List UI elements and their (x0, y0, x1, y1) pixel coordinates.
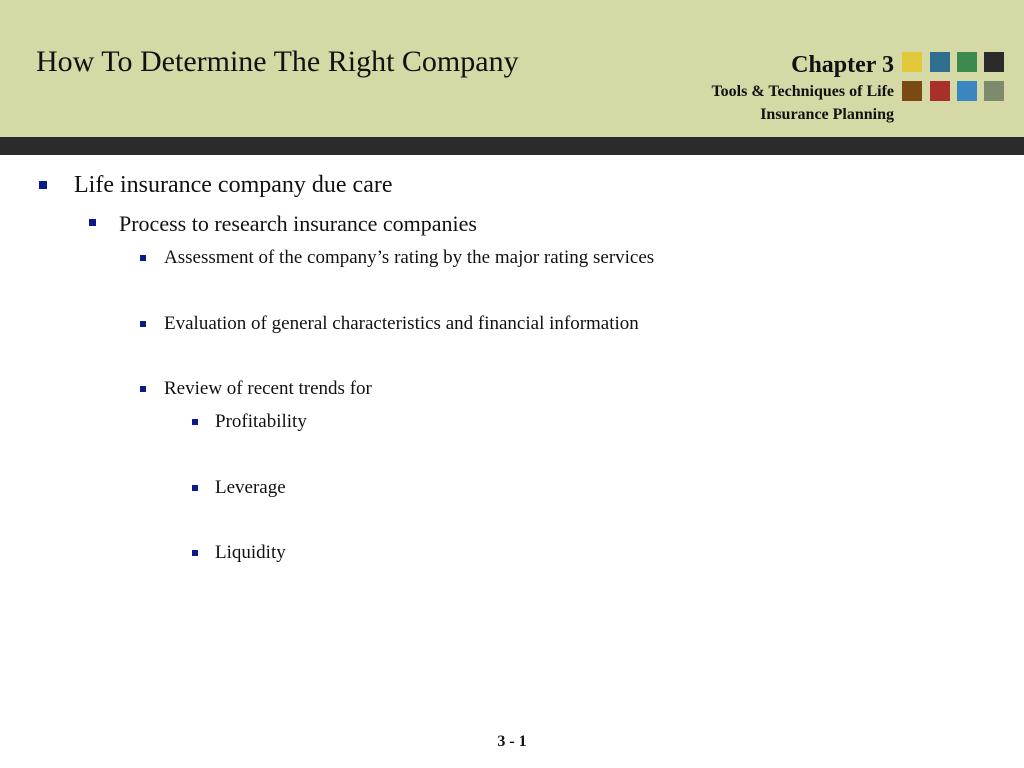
swatch-2 (930, 52, 950, 72)
chapter-subtitle-line1: Tools & Techniques of Life (711, 83, 894, 100)
slide-title: How To Determine The Right Company (36, 45, 519, 78)
header-band (0, 0, 1024, 137)
header-divider-bar (0, 137, 1024, 155)
swatch-7 (957, 81, 977, 101)
bullet-square-icon (192, 485, 198, 491)
color-swatch-logo (902, 52, 1006, 102)
bullet-square-icon (192, 419, 198, 425)
swatch-5 (902, 81, 922, 101)
bullet-text: Life insurance company due care (74, 172, 393, 198)
page-number: 3 - 1 (497, 733, 527, 750)
swatch-1 (902, 52, 922, 72)
chapter-subtitle-line2: Insurance Planning (760, 106, 894, 123)
bullet-text: Assessment of the company’s rating by the major rating services (164, 247, 655, 268)
bullet-square-icon (192, 550, 198, 556)
bullet-text: Profitability (215, 411, 307, 432)
bullet-level4 (215, 411, 307, 433)
bullet-square-icon (39, 181, 47, 189)
bullet-text: Evaluation of general characteristics and financial information (164, 313, 639, 334)
bullet-text: Review of recent trends for (164, 378, 372, 399)
swatch-4 (984, 52, 1004, 72)
bullet-level4 (215, 542, 286, 564)
bullet-level4 (215, 477, 286, 499)
bullet-square-icon (140, 321, 146, 327)
swatch-6 (930, 81, 950, 101)
bullet-square-icon (89, 219, 96, 226)
chapter-label: Chapter 3 (791, 52, 894, 78)
bullet-square-icon (140, 255, 146, 261)
bullet-level2 (119, 211, 477, 237)
bullet-text: Leverage (215, 477, 286, 498)
chapter-info (711, 50, 894, 126)
bullet-level1 (74, 172, 393, 199)
swatch-8 (984, 81, 1004, 101)
bullet-level3 (164, 247, 654, 269)
swatch-3 (957, 52, 977, 72)
bullet-level3 (164, 378, 372, 400)
bullet-text: Liquidity (215, 542, 286, 563)
bullet-text: Process to research insurance companies (119, 211, 477, 236)
bullet-level3 (164, 313, 639, 335)
bullet-square-icon (140, 386, 146, 392)
